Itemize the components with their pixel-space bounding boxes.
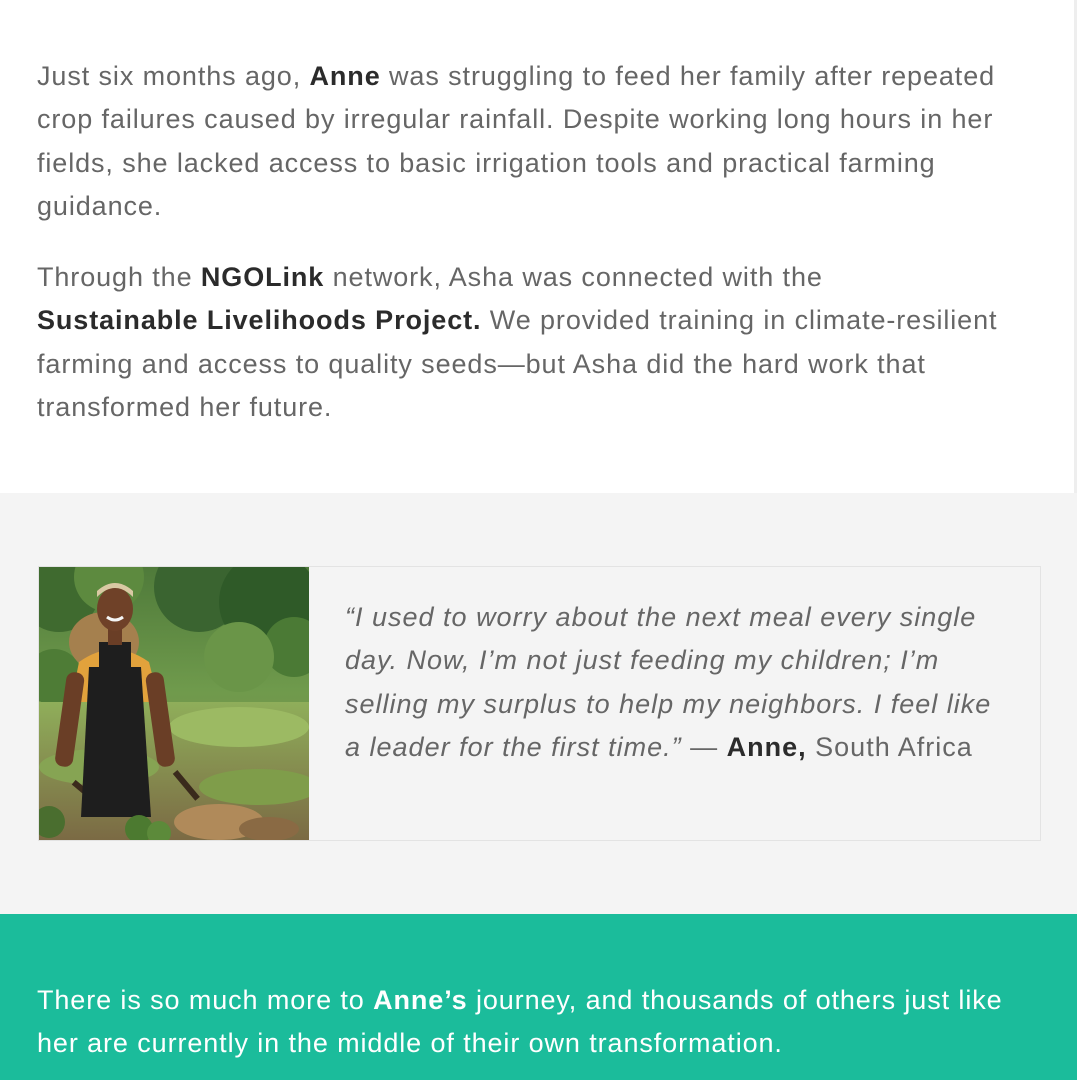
para1-text-end: was struggling to feed her family after repeated crop failures caused by irregular rainfall. Despite working long hours in her fields, she lacked access to basic irrigation tools and practical farming guidance. [37, 61, 996, 221]
quote-author: Anne, [726, 731, 807, 762]
para2-text-start: Through the [37, 262, 201, 292]
cta-text-start: There is so much more to [37, 985, 374, 1015]
network-name: NGOLink [200, 262, 325, 292]
testimonial-section [0, 493, 1077, 914]
quote-location: South Africa [806, 731, 973, 762]
cta-name-highlight: Anne’s [373, 985, 468, 1015]
farmer-illustration [39, 567, 309, 840]
cta-text [37, 979, 1047, 1066]
story-paragraph-2 [37, 256, 1037, 429]
quote-dash: — [681, 731, 727, 762]
woman-farmer-photo [39, 567, 309, 840]
para1-name-highlight: Anne [309, 61, 381, 91]
para2-text-middle: network, Asha was connected with the [324, 262, 823, 292]
cta-text-end: journey, and thousands of others just like her are currently in the middle of their own transformation. [37, 985, 1003, 1059]
para2-text-end: We provided training in climate-resilient farming and access to quality seeds—but Asha did the hard work that transformed her future. [37, 305, 998, 422]
testimonial-quote [345, 596, 1005, 769]
story-paragraph-1 [37, 55, 1037, 228]
testimonial-card [38, 566, 1041, 841]
para1-text-start: Just six months ago, [37, 61, 310, 91]
quote-body: “I used to worry about the next meal every single day. Now, I’m not just feeding my children; I’m selling my surplus to help my neighbors. I feel like a leader for the first time.” [345, 602, 992, 762]
project-name: Sustainable Livelihoods Project. [37, 305, 482, 336]
cta-banner [0, 914, 1077, 1080]
story-intro-section [0, 0, 1077, 493]
